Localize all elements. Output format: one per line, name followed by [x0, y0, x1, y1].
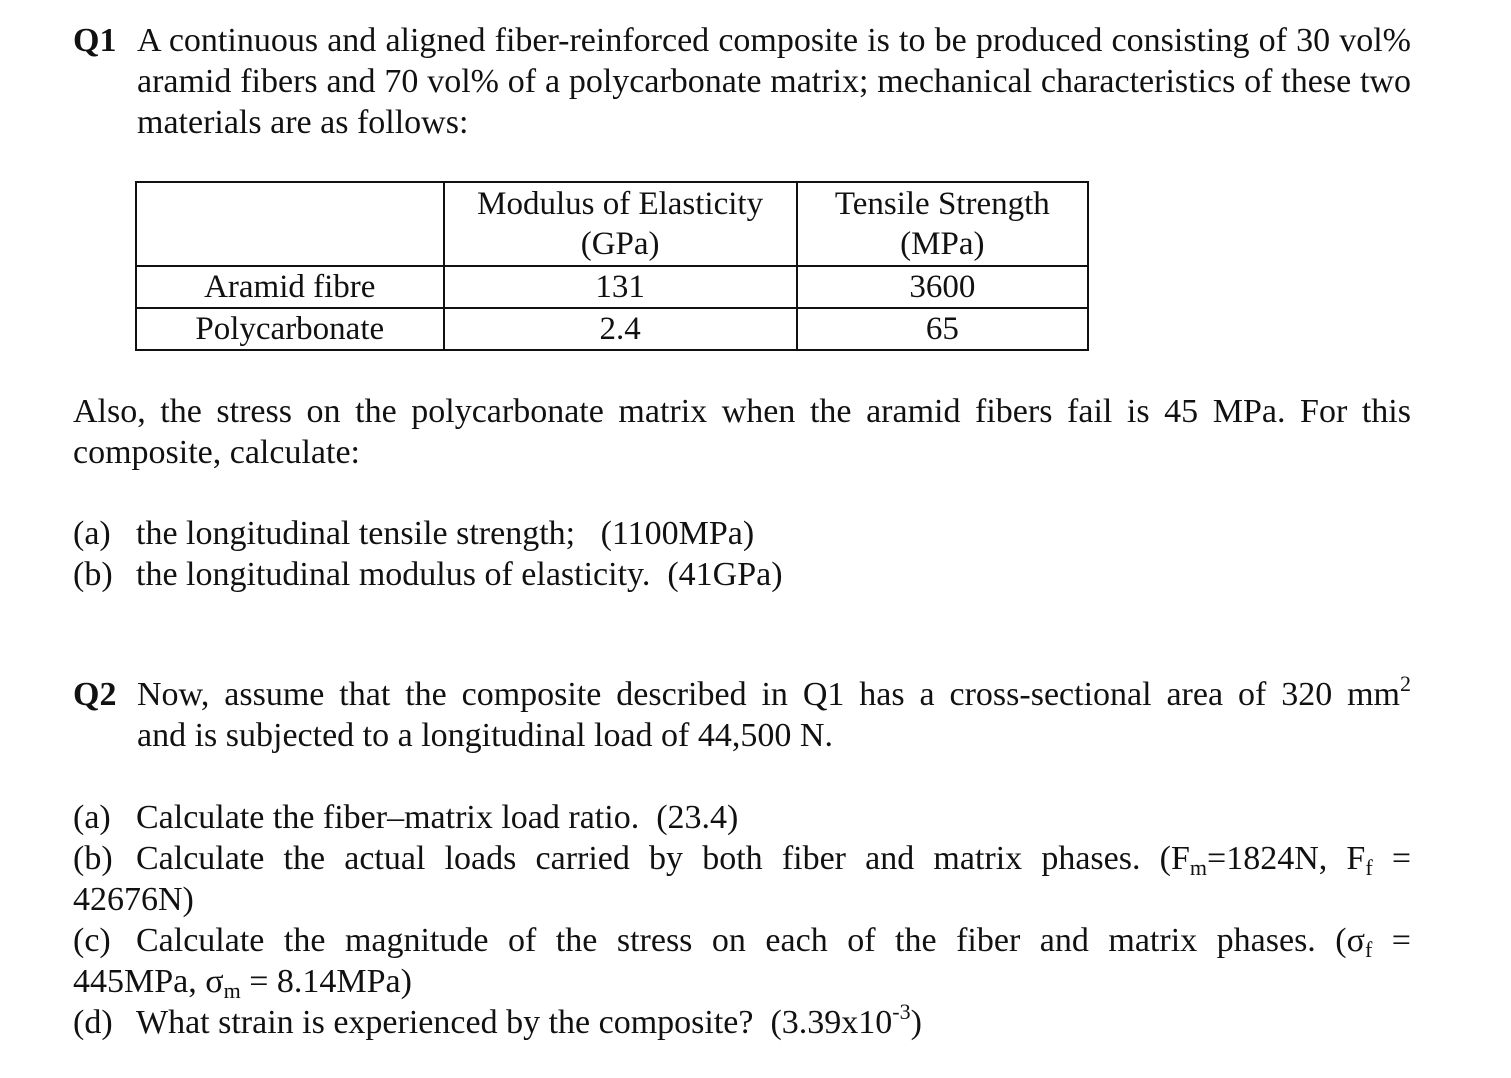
q2-intro: Q2 Now, assume that the composite described in Q1 has a cross-sectional area of 320 $mm^2$ and is subjected to a longitudinal load of 44,500 N. — [73, 671, 1411, 754]
q1-intro-text: A continuous and aligned fiber-reinforced composite is to be produced consisting of 30 vol% aramid fibers and 70 vol% of a polycarbonate matrix; mechanical characteristics of these two materials are as follows: — [137, 22, 1411, 141]
q2-part-a: (a) Calculate the fiber–matrix load ratio. (23.4) — [73, 799, 739, 836]
table-cell-modulus: 2.4 — [444, 308, 797, 350]
q2-part-b: (b) Calculate the actual loads carried by both fiber and matrix phases. ($F_m=1824N$, $F_f$ = 42676N) — [73, 840, 1411, 918]
material-properties-table — [135, 181, 1089, 351]
q1-parts — [73, 513, 1411, 595]
table-row — [136, 266, 1088, 308]
q2-parts — [73, 797, 1411, 1043]
q1-section — [73, 20, 1411, 143]
table-header-empty — [136, 182, 444, 266]
table-header-modulus: Modulus of Elasticity (GPa) — [444, 182, 797, 266]
q1-followup: Also, the stress on the polycarbonate matrix when the aramid fibers fail is 45 MPa. For this composite, calculate: — [73, 393, 1411, 471]
q2-part-d: (d) What strain is experienced by the composite? $(3.39x10^{-3})$ — [73, 999, 922, 1041]
q1-part-b: (b) the longitudinal modulus of elasticity. (41GPa) — [73, 556, 783, 593]
q2-part-c: (c) Calculate the magnitude of the stress on each of the fiber and matrix phases. ($\sigma_f$ = 445MPa, $\sigma_m = 8.14MPa$) — [73, 922, 1411, 1003]
q1-part-a: (a) the longitudinal tensile strength; (1100MPa) — [73, 515, 755, 552]
table-header-row — [136, 182, 1088, 266]
table-row — [136, 308, 1088, 350]
table-cell-material: Aramid fibre — [136, 266, 444, 308]
table-cell-strength: 65 — [797, 308, 1088, 350]
table-cell-material: Polycarbonate — [136, 308, 444, 350]
q2-section — [73, 671, 1411, 756]
table-cell-modulus: 131 — [444, 266, 797, 308]
table-cell-strength: 3600 — [797, 266, 1088, 308]
q1-intro — [73, 20, 1411, 143]
q2-number: Q2 — [73, 676, 117, 713]
q1-number: Q1 — [73, 22, 117, 59]
table-header-strength: Tensile Strength (MPa) — [797, 182, 1088, 266]
